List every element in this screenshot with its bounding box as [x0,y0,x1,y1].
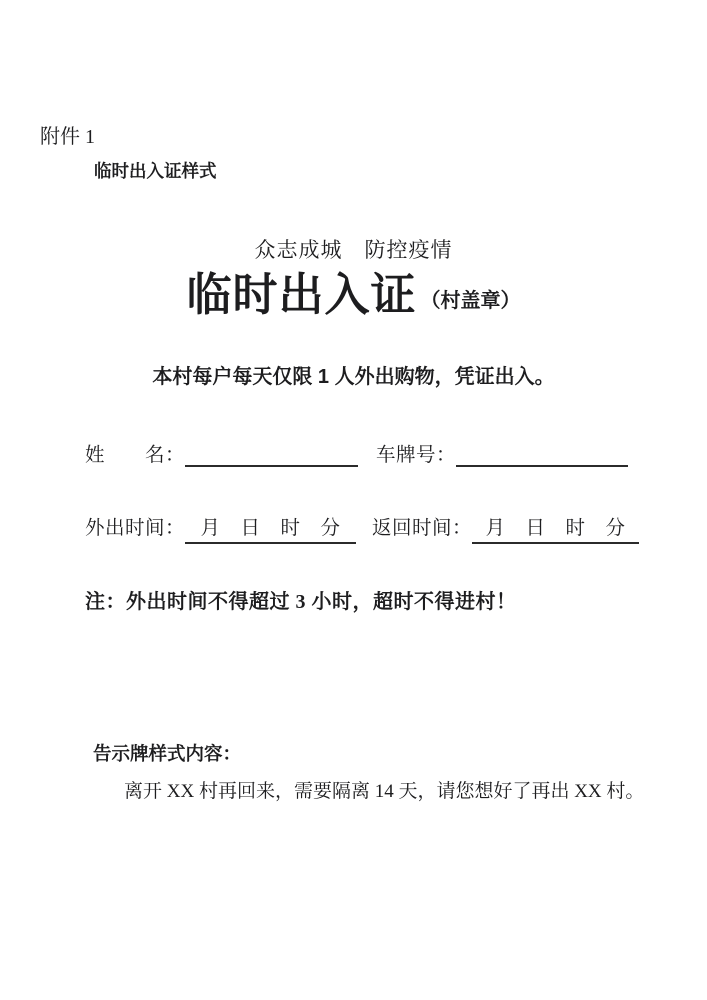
notice-heading: 告示牌样式内容： [93,743,242,764]
attachment-label: 附件 1 [40,126,95,148]
pass-rule: 本村每户每天仅限 1 人外出购物，凭证出入。 [152,366,555,388]
document-subtitle: 临时出入证样式 [94,161,217,181]
name-label: 姓 名： [85,445,186,466]
plate-blank-line [456,463,628,467]
name-blank-line [185,463,358,467]
return-time-label: 返回时间： [372,518,473,539]
plate-label: 车牌号： [376,445,457,466]
return-time-blank-line: 月 日 时 分 [472,519,639,544]
out-time-label: 外出时间： [85,518,186,539]
name-plate-row [85,446,628,466]
out-time-blank-line: 月 日 时 分 [185,519,356,544]
pass-title: 临时出入证 [186,269,417,320]
pass-slogan: 众志成城 防控疫情 [254,238,453,262]
pass-note: 注：外出时间不得超过 3 小时，超时不得进村！ [85,591,517,613]
notice-content: 离开 XX 村再回来，需要隔离 14 天，请您想好了再出 XX 村。 [124,781,645,802]
pass-title-stamp-note: （村盖章） [420,290,521,312]
pass-title-line [0,269,707,320]
time-row [85,519,639,544]
